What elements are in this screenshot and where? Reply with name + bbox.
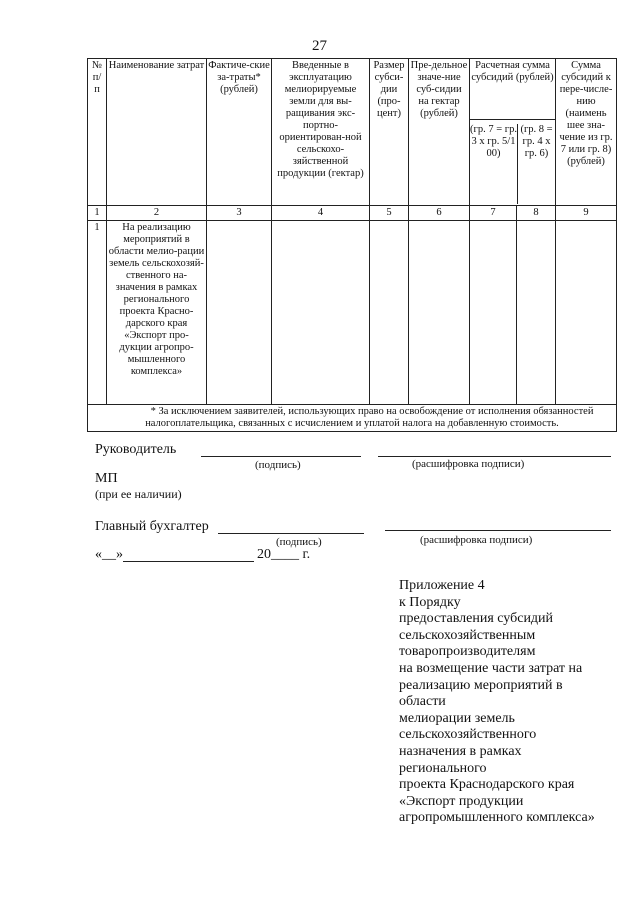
table-footnote: * За исключением заявителей, использующих право на освобождение от исполнения обязанностей налогоплательщика, связанных с исчислением и уплатой налога на добавленную стоимость. bbox=[88, 405, 617, 432]
header-max-subsidy-per-hectare: Пре-дельное значе-ние суб-сидии на гектар (рублей) bbox=[409, 59, 470, 206]
col-num-3: 3 bbox=[207, 206, 272, 221]
col-num-7: 7 bbox=[470, 206, 517, 221]
cell-subsidy-rate[interactable] bbox=[370, 221, 409, 405]
appendix-line: регионального bbox=[399, 760, 487, 776]
header-number: № п/ п bbox=[88, 59, 107, 206]
col-num-8: 8 bbox=[517, 206, 556, 221]
appendix-block bbox=[399, 578, 629, 827]
appendix-line: «Экспорт продукции bbox=[399, 793, 524, 809]
cell-actual-costs[interactable] bbox=[207, 221, 272, 405]
mp-note: (при ее наличии) bbox=[95, 487, 182, 501]
appendix-line: на возмещение части затрат на bbox=[399, 660, 583, 676]
col-num-4: 4 bbox=[272, 206, 370, 221]
page-number: 27 bbox=[312, 38, 327, 54]
appendix-line: товаропроизводителям bbox=[399, 644, 536, 660]
row-number: 1 bbox=[88, 221, 107, 405]
accountant-label: Главный бухгалтер bbox=[95, 519, 209, 534]
appendix-line: мелиорации земель bbox=[399, 710, 515, 726]
col-num-9: 9 bbox=[556, 206, 617, 221]
date-month-line[interactable] bbox=[123, 561, 254, 562]
header-reclaimed-land: Введенные в эксплуатацию мелиорируемые земли для вы-ращивания экс-портно-ориентирован-ной сельскохо-зяйственной продукции (гектар) bbox=[272, 59, 370, 206]
col-num-6: 6 bbox=[409, 206, 470, 221]
appendix-line: области bbox=[399, 694, 446, 710]
column-number-row bbox=[88, 206, 617, 221]
appendix-line: назначения в рамках bbox=[399, 743, 522, 759]
appendix-title: Приложение 4 bbox=[399, 578, 485, 593]
cell-calc-col7[interactable] bbox=[470, 221, 517, 405]
head-decoding-caption: (расшифровка подписи) bbox=[412, 458, 525, 470]
head-decoding-line[interactable] bbox=[378, 456, 611, 457]
head-signature-caption: (подпись) bbox=[255, 459, 301, 471]
cell-reclaimed-land[interactable] bbox=[272, 221, 370, 405]
accountant-decoding-caption: (расшифровка подписи) bbox=[420, 534, 533, 546]
header-calculated-subsidy-label: Расчетная сумма субсидий (рублей) bbox=[471, 60, 554, 83]
accountant-signature-line[interactable] bbox=[218, 533, 364, 534]
header-subsidy-rate: Размер субси-дии (про-цент) bbox=[370, 59, 409, 206]
date-year: 20____ г. bbox=[257, 547, 311, 562]
head-signature-line[interactable] bbox=[201, 456, 361, 457]
appendix-line: к Порядку bbox=[399, 594, 461, 610]
header-calculated-subsidy bbox=[470, 59, 556, 206]
cell-max-subsidy[interactable] bbox=[409, 221, 470, 405]
calc-subheaders bbox=[470, 119, 555, 204]
cell-calc-col8[interactable] bbox=[517, 221, 556, 405]
table-row bbox=[88, 221, 617, 405]
header-subsidy-to-transfer: Сумма субсидий к пере-числе-нию (наимень шее зна-чение из гр. 7 или гр. 8) (рублей) bbox=[556, 59, 617, 206]
subsidy-calculation-table bbox=[87, 58, 617, 432]
col-num-5: 5 bbox=[370, 206, 409, 221]
appendix-line: сельскохозяйственным bbox=[399, 627, 536, 643]
subheader-col8: (гр. 8 = гр. 4 x гр. 6) bbox=[520, 124, 553, 159]
col-num-2: 2 bbox=[107, 206, 207, 221]
head-label: Руководитель bbox=[95, 442, 177, 457]
header-actual-costs: Фактиче-ские за-траты* (рублей) bbox=[207, 59, 272, 206]
appendix-line: проекта Краснодарского края bbox=[399, 777, 575, 793]
mp-label: МП bbox=[95, 471, 118, 486]
appendix-line: предоставления субсидий bbox=[399, 611, 554, 627]
row-cost-name: На реализацию мероприятий в области мелио-рации земель сельскохозяй-ственного на-значения в рамках регионального проекта Красно-дарского края «Экспорт про-дукции агропро-мышленного комплекса» bbox=[107, 221, 207, 405]
appendix-line: реализацию мероприятий в bbox=[399, 677, 563, 693]
header-cost-name: Наименование затрат bbox=[107, 59, 207, 206]
subheader-col7: (гр. 7 = гр. 3 x гр. 5/1 00) bbox=[470, 124, 518, 204]
appendix-line: сельскохозяйственного bbox=[399, 727, 537, 743]
date-day: «__» bbox=[95, 547, 123, 562]
appendix-line: агропромышленного комплекса» bbox=[399, 810, 595, 826]
col-num-1: 1 bbox=[88, 206, 107, 221]
accountant-signature-caption: (подпись) bbox=[276, 536, 322, 548]
cell-subsidy-to-transfer[interactable] bbox=[556, 221, 617, 405]
accountant-decoding-line[interactable] bbox=[385, 530, 611, 531]
